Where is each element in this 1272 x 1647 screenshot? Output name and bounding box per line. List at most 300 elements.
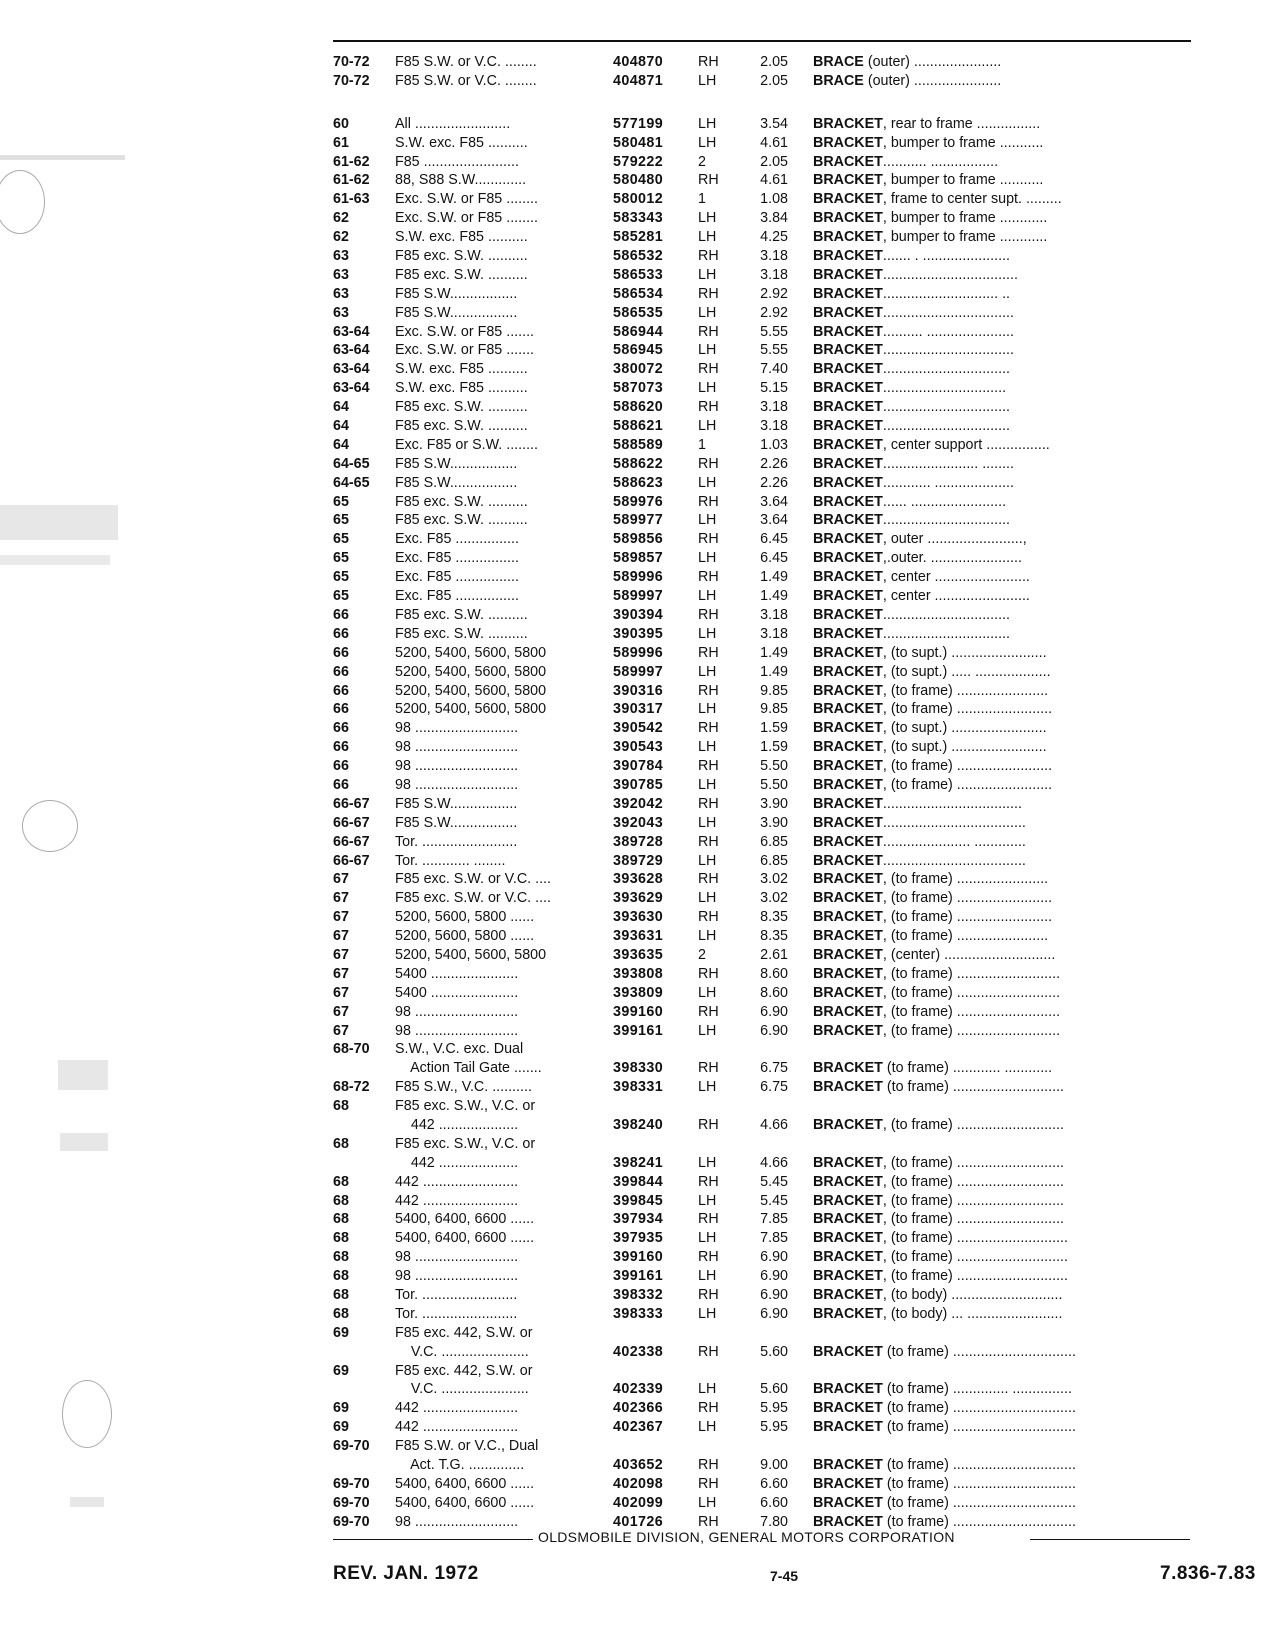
row-item-detail: , (to frame) ..........................	[882, 965, 1061, 982]
row-item-detail: , (to supt.) ..... ...................	[882, 663, 1051, 680]
row-part-number: 588623	[613, 474, 664, 491]
row-item-name: BRACKET	[813, 455, 883, 472]
row-year: 65	[333, 550, 349, 567]
row-year: 66	[333, 663, 349, 680]
parts-row	[333, 228, 1272, 247]
parts-row	[333, 719, 1272, 738]
row-item-name: BRACKET	[813, 871, 883, 888]
row-price: 6.60	[760, 1475, 788, 1492]
row-model: F85 S.W.................	[395, 795, 518, 812]
parts-row	[333, 1380, 1272, 1399]
row-year: 66	[333, 644, 349, 661]
parts-row	[333, 1040, 1272, 1059]
row-year: 66-67	[333, 833, 370, 850]
parts-row	[333, 908, 1272, 927]
row-side: LH	[698, 115, 717, 132]
row-item-name: BRACKET	[813, 776, 883, 793]
row-item-name: BRACKET	[813, 644, 883, 661]
row-item-name: BRACKET	[813, 1116, 883, 1133]
row-year: 63	[333, 266, 349, 283]
row-year: 64	[333, 399, 349, 416]
row-year: 67	[333, 965, 349, 982]
row-description	[813, 1078, 1272, 1097]
row-item-name: BRACKET	[813, 965, 883, 982]
row-description	[813, 247, 1272, 266]
row-part-number: 398330	[613, 1060, 664, 1077]
row-description	[813, 1286, 1272, 1305]
row-part-number: 580480	[613, 172, 664, 189]
row-description	[813, 455, 1272, 474]
row-year: 66	[333, 606, 349, 623]
row-year: 66	[333, 625, 349, 642]
row-description	[813, 153, 1272, 172]
row-model: F85 exc. S.W. ..........	[395, 512, 528, 529]
row-item-detail: ................................	[882, 418, 1011, 435]
row-side: LH	[698, 72, 717, 89]
row-side: RH	[698, 606, 719, 623]
row-item-name: BRACKET	[813, 418, 883, 435]
row-model: Tor. ........................	[395, 1287, 518, 1303]
row-item-name: BRACKET	[813, 720, 883, 737]
row-item-detail: ...... ........................	[882, 493, 1007, 510]
parts-row	[333, 946, 1272, 965]
row-description	[813, 285, 1272, 304]
row-price: 7.80	[760, 1513, 788, 1530]
row-description	[813, 1380, 1272, 1399]
row-description	[813, 1059, 1272, 1078]
row-year: 69	[333, 1400, 349, 1417]
row-item-name: BRACKET	[813, 833, 883, 850]
row-side: RH	[698, 795, 719, 812]
row-model: F85 exc. S.W. ..........	[395, 418, 528, 435]
row-description	[813, 1494, 1272, 1513]
row-item-detail: , (to frame) ..........................	[882, 1003, 1061, 1020]
row-price: 4.25	[760, 229, 788, 246]
row-item-detail: , center support ................	[882, 436, 1050, 453]
row-item-detail: , (to frame) ............................	[882, 1249, 1069, 1266]
row-year: 63-64	[333, 342, 370, 359]
row-item-detail: , (to supt.) ........................	[882, 644, 1047, 661]
row-description	[813, 984, 1272, 1003]
row-side: RH	[698, 361, 719, 378]
row-side: LH	[698, 890, 717, 907]
row-side: RH	[698, 682, 719, 699]
row-item-name: BRACKET	[813, 248, 883, 265]
row-part-number: 588589	[613, 436, 664, 453]
row-part-number: 586535	[613, 304, 664, 321]
row-year: 68	[333, 1249, 349, 1266]
row-item-detail: , (to frame) ..........................	[882, 1022, 1061, 1039]
row-description	[813, 1475, 1272, 1494]
row-price: 1.49	[760, 644, 788, 661]
row-side: RH	[698, 1249, 719, 1266]
row-side: LH	[698, 1230, 717, 1247]
row-part-number: 586945	[613, 342, 664, 359]
parts-row	[333, 1475, 1272, 1494]
row-side: LH	[698, 474, 717, 491]
row-side: LH	[698, 852, 717, 869]
row-year: 63	[333, 285, 349, 302]
row-item-name: BRACKET	[813, 606, 883, 623]
row-price: 5.15	[760, 380, 788, 397]
parts-row	[333, 738, 1272, 757]
row-part-number: 393631	[613, 928, 664, 945]
row-item-name: BRACKET	[813, 1060, 883, 1077]
row-part-number: 390394	[613, 606, 664, 623]
row-year: 66-67	[333, 814, 370, 831]
row-description	[813, 493, 1272, 512]
row-price: 6.85	[760, 833, 788, 850]
row-item-detail: , (to body) ... ........................	[882, 1305, 1063, 1322]
row-price: 6.90	[760, 1003, 788, 1020]
row-part-number: 402099	[613, 1494, 664, 1511]
parts-row	[333, 1343, 1272, 1362]
row-side: RH	[698, 965, 719, 982]
row-year: 66	[333, 701, 349, 718]
row-model: 5200, 5600, 5800 ......	[395, 928, 535, 945]
row-item-detail: , (to body) ............................	[882, 1287, 1063, 1303]
row-item-name: BRACKET	[813, 134, 883, 151]
row-item-name: BRACKET	[813, 758, 883, 775]
row-price: 6.75	[760, 1060, 788, 1077]
row-price: 7.85	[760, 1230, 788, 1247]
row-price: 2.61	[760, 946, 788, 963]
row-description	[813, 474, 1272, 493]
binder-hole-top	[0, 170, 45, 234]
parts-row	[333, 1456, 1272, 1475]
row-price: 9.85	[760, 682, 788, 699]
row-year: 68	[333, 1173, 349, 1190]
row-side: RH	[698, 871, 719, 888]
row-model: F85 exc. S.W., V.C. or	[395, 1135, 536, 1152]
row-side: LH	[698, 380, 717, 397]
row-model: 442 ....................	[395, 1154, 519, 1171]
row-model: Tor. ........................	[395, 833, 518, 850]
row-side: RH	[698, 493, 719, 510]
row-item-name: BRACKET	[813, 1230, 883, 1247]
row-item-name: BRACKET	[813, 1211, 883, 1228]
row-side: LH	[698, 928, 717, 945]
row-item-name: BRACKET	[813, 550, 883, 567]
row-description	[813, 946, 1272, 965]
row-part-number: 580012	[613, 191, 664, 208]
row-side: LH	[698, 134, 717, 151]
row-price: 3.18	[760, 418, 788, 435]
row-model: 5200, 5400, 5600, 5800	[395, 663, 547, 680]
row-model: 5400, 6400, 6600 ......	[395, 1494, 535, 1511]
row-model: All ........................	[395, 115, 511, 132]
row-item-name: BRACKET	[813, 1173, 883, 1190]
row-part-number: 588620	[613, 399, 664, 416]
row-year: 68-70	[333, 1041, 370, 1058]
row-item-detail: , center ........................	[882, 569, 1030, 586]
row-model: 5400, 6400, 6600 ......	[395, 1230, 535, 1247]
scan-noise	[58, 1060, 108, 1090]
parts-row	[333, 1248, 1272, 1267]
parts-row	[333, 398, 1272, 417]
row-year: 67	[333, 946, 349, 963]
row-item-detail: , (to frame) ...........................	[882, 1154, 1065, 1171]
row-side: LH	[698, 663, 717, 680]
row-description	[813, 965, 1272, 984]
row-description	[813, 190, 1272, 209]
row-side: LH	[698, 304, 717, 321]
row-description	[813, 511, 1272, 530]
row-model: 88, S88 S.W.............	[395, 172, 527, 189]
row-item-detail: ........................ ........	[882, 455, 1014, 472]
parts-row	[333, 1362, 1272, 1381]
row-price: 2.92	[760, 285, 788, 302]
row-description	[813, 1267, 1272, 1286]
row-item-detail: .................................	[882, 304, 1014, 321]
row-model: Act. T.G. ..............	[395, 1457, 525, 1474]
row-spacer	[333, 91, 1272, 115]
binder-hole-middle	[22, 800, 78, 852]
row-item-name: BRACKET	[813, 323, 883, 340]
parts-row	[333, 474, 1272, 493]
row-year: 63-64	[333, 380, 370, 397]
row-year: 63-64	[333, 323, 370, 340]
row-model: 98 ..........................	[395, 1268, 519, 1285]
row-part-number: 393628	[613, 871, 664, 888]
row-item-detail: (to frame) ...............................	[882, 1457, 1076, 1474]
row-model: Exc. F85 ................	[395, 588, 519, 605]
row-item-name: BRACKET	[813, 1513, 883, 1530]
row-price: 7.40	[760, 361, 788, 378]
row-item-name: BRACKET	[813, 569, 883, 586]
row-side: LH	[698, 739, 717, 756]
row-price: 3.02	[760, 871, 788, 888]
row-part-number: 393630	[613, 909, 664, 926]
row-side: RH	[698, 1003, 719, 1020]
row-part-number: 402366	[613, 1400, 664, 1417]
row-model: F85 exc. S.W. ..........	[395, 248, 528, 265]
parts-row	[333, 814, 1272, 833]
parts-row	[333, 700, 1272, 719]
parts-row	[333, 247, 1272, 266]
row-item-name: BRACKET	[813, 625, 883, 642]
parts-row	[333, 833, 1272, 852]
row-side: RH	[698, 531, 719, 548]
footer-page-number: 7-45	[770, 1568, 799, 1584]
row-side: LH	[698, 1494, 717, 1511]
row-description	[813, 719, 1272, 738]
row-model: 98 ..........................	[395, 1513, 519, 1530]
row-price: 3.90	[760, 795, 788, 812]
row-model: S.W. exc. F85 ..........	[395, 134, 528, 151]
parts-row	[333, 493, 1272, 512]
row-item-detail: , (to frame) .......................	[882, 928, 1049, 945]
row-model: 5400, 6400, 6600 ......	[395, 1211, 535, 1228]
row-part-number: 398331	[613, 1079, 664, 1096]
row-item-name: BRACKET	[813, 852, 883, 869]
row-side: RH	[698, 644, 719, 661]
row-part-number: 589996	[613, 569, 664, 586]
row-description	[813, 852, 1272, 871]
row-year: 61-62	[333, 153, 370, 170]
row-model: 5200, 5400, 5600, 5800	[395, 644, 547, 661]
row-side: RH	[698, 758, 719, 775]
row-description	[813, 870, 1272, 889]
row-item-detail: ....................................	[882, 852, 1026, 869]
row-part-number: 393635	[613, 946, 664, 963]
parts-list	[333, 53, 1272, 1532]
row-price: 2.05	[760, 153, 788, 170]
row-year: 63-64	[333, 361, 370, 378]
footer-rule-left	[333, 1539, 533, 1540]
row-item-name: BRACKET	[813, 795, 883, 812]
row-item-detail: ..................................	[882, 266, 1018, 283]
parts-row	[333, 72, 1272, 91]
row-year: 64	[333, 418, 349, 435]
row-year: 64-65	[333, 455, 370, 472]
row-model: V.C. ......................	[395, 1381, 529, 1398]
row-item-detail: ,.outer. .......................	[882, 550, 1022, 567]
row-item-detail: (to frame) ............................	[882, 1079, 1065, 1096]
row-price: 4.66	[760, 1154, 788, 1171]
row-description	[813, 360, 1272, 379]
row-item-detail: , bumper to frame ...........	[882, 134, 1044, 151]
row-part-number: 402098	[613, 1475, 664, 1492]
row-description	[813, 795, 1272, 814]
row-price: 3.18	[760, 399, 788, 416]
row-item-detail: .................................	[882, 342, 1014, 359]
row-model: 5400, 6400, 6600 ......	[395, 1475, 535, 1492]
row-price: 1.49	[760, 663, 788, 680]
row-item-detail: (to frame) ...............................	[882, 1419, 1076, 1436]
row-year: 69	[333, 1324, 349, 1341]
row-description	[813, 908, 1272, 927]
parts-row	[333, 757, 1272, 776]
row-price: 6.90	[760, 1268, 788, 1285]
row-year: 68	[333, 1135, 349, 1152]
parts-row	[333, 1418, 1272, 1437]
parts-row	[333, 927, 1272, 946]
row-side: RH	[698, 720, 719, 737]
row-year: 70-72	[333, 54, 370, 70]
row-item-name: BRACE	[813, 72, 864, 89]
row-item-detail: (to frame) ...............................	[882, 1475, 1076, 1492]
row-price: 5.55	[760, 323, 788, 340]
row-model: 442 ....................	[395, 1116, 519, 1133]
row-model: F85 exc. S.W. ..........	[395, 399, 528, 416]
row-year: 69-70	[333, 1475, 370, 1492]
row-side: LH	[698, 588, 717, 605]
parts-row	[333, 455, 1272, 474]
row-description	[813, 341, 1272, 360]
row-part-number: 588622	[613, 455, 664, 472]
row-item-name: BRACKET	[813, 1343, 883, 1360]
row-description	[813, 228, 1272, 247]
row-item-detail: , (to frame) ........................	[882, 758, 1053, 775]
row-model: 5200, 5400, 5600, 5800	[395, 946, 547, 963]
row-price: 5.45	[760, 1192, 788, 1209]
row-side: LH	[698, 701, 717, 718]
row-part-number: 389728	[613, 833, 664, 850]
row-part-number: 586944	[613, 323, 664, 340]
row-part-number: 589997	[613, 588, 664, 605]
row-part-number: 398333	[613, 1305, 664, 1322]
row-item-detail: , (to frame) ........................	[882, 701, 1053, 718]
row-description	[813, 379, 1272, 398]
row-price: 9.85	[760, 701, 788, 718]
row-year: 68	[333, 1287, 349, 1303]
row-item-detail: ................................	[882, 512, 1011, 529]
row-part-number: 586534	[613, 285, 664, 302]
row-year: 63	[333, 304, 349, 321]
row-part-number: 399845	[613, 1192, 664, 1209]
parts-row	[333, 1267, 1272, 1286]
row-year: 68	[333, 1268, 349, 1285]
row-item-detail: , (to frame) .......................	[882, 871, 1049, 888]
parts-row	[333, 965, 1272, 984]
row-year: 67	[333, 909, 349, 926]
row-part-number: 401726	[613, 1513, 664, 1530]
row-year: 65	[333, 512, 349, 529]
row-description	[813, 1022, 1272, 1041]
row-item-name: BRACKET	[813, 115, 883, 132]
parts-row	[333, 1210, 1272, 1229]
row-year: 67	[333, 890, 349, 907]
row-description	[813, 115, 1272, 134]
row-description	[813, 1173, 1272, 1192]
row-year: 66-67	[333, 852, 370, 869]
parts-row	[333, 134, 1272, 153]
row-year: 67	[333, 984, 349, 1001]
row-part-number: 390395	[613, 625, 664, 642]
row-part-number: 587073	[613, 380, 664, 397]
row-year: 68	[333, 1305, 349, 1322]
row-price: 2.26	[760, 474, 788, 491]
row-item-detail: ................................	[882, 625, 1011, 642]
row-description	[813, 530, 1272, 549]
row-model: Exc. S.W. or F85 ........	[395, 210, 539, 227]
row-part-number: 390543	[613, 739, 664, 756]
row-model: F85 S.W.................	[395, 285, 518, 302]
parts-row	[333, 511, 1272, 530]
parts-row	[333, 1003, 1272, 1022]
row-description	[813, 1229, 1272, 1248]
row-description	[813, 625, 1272, 644]
parts-row	[333, 587, 1272, 606]
row-side: LH	[698, 1305, 717, 1322]
parts-row	[333, 606, 1272, 625]
row-price: 1.49	[760, 588, 788, 605]
row-side: LH	[698, 512, 717, 529]
row-item-detail: (to frame) ...............................	[882, 1494, 1076, 1511]
row-model: F85 exc. S.W. ..........	[395, 606, 528, 623]
row-side: LH	[698, 210, 717, 227]
row-part-number: 402339	[613, 1381, 664, 1398]
row-price: 5.50	[760, 776, 788, 793]
row-item-name: BRACKET	[813, 928, 883, 945]
parts-row	[333, 266, 1272, 285]
row-year: 66	[333, 758, 349, 775]
parts-row	[333, 171, 1272, 190]
row-year: 65	[333, 569, 349, 586]
parts-row	[333, 625, 1272, 644]
row-year: 65	[333, 493, 349, 510]
row-year: 66	[333, 720, 349, 737]
row-model: 442 ........................	[395, 1173, 519, 1190]
row-side: RH	[698, 172, 719, 189]
row-item-detail: , (to frame) ..........................	[882, 984, 1061, 1001]
parts-row	[333, 304, 1272, 323]
row-item-detail: ................................	[882, 606, 1011, 623]
row-item-name: BRACKET	[813, 1022, 883, 1039]
row-item-detail: (to frame) ............ ............	[882, 1060, 1053, 1077]
parts-row	[333, 1399, 1272, 1418]
